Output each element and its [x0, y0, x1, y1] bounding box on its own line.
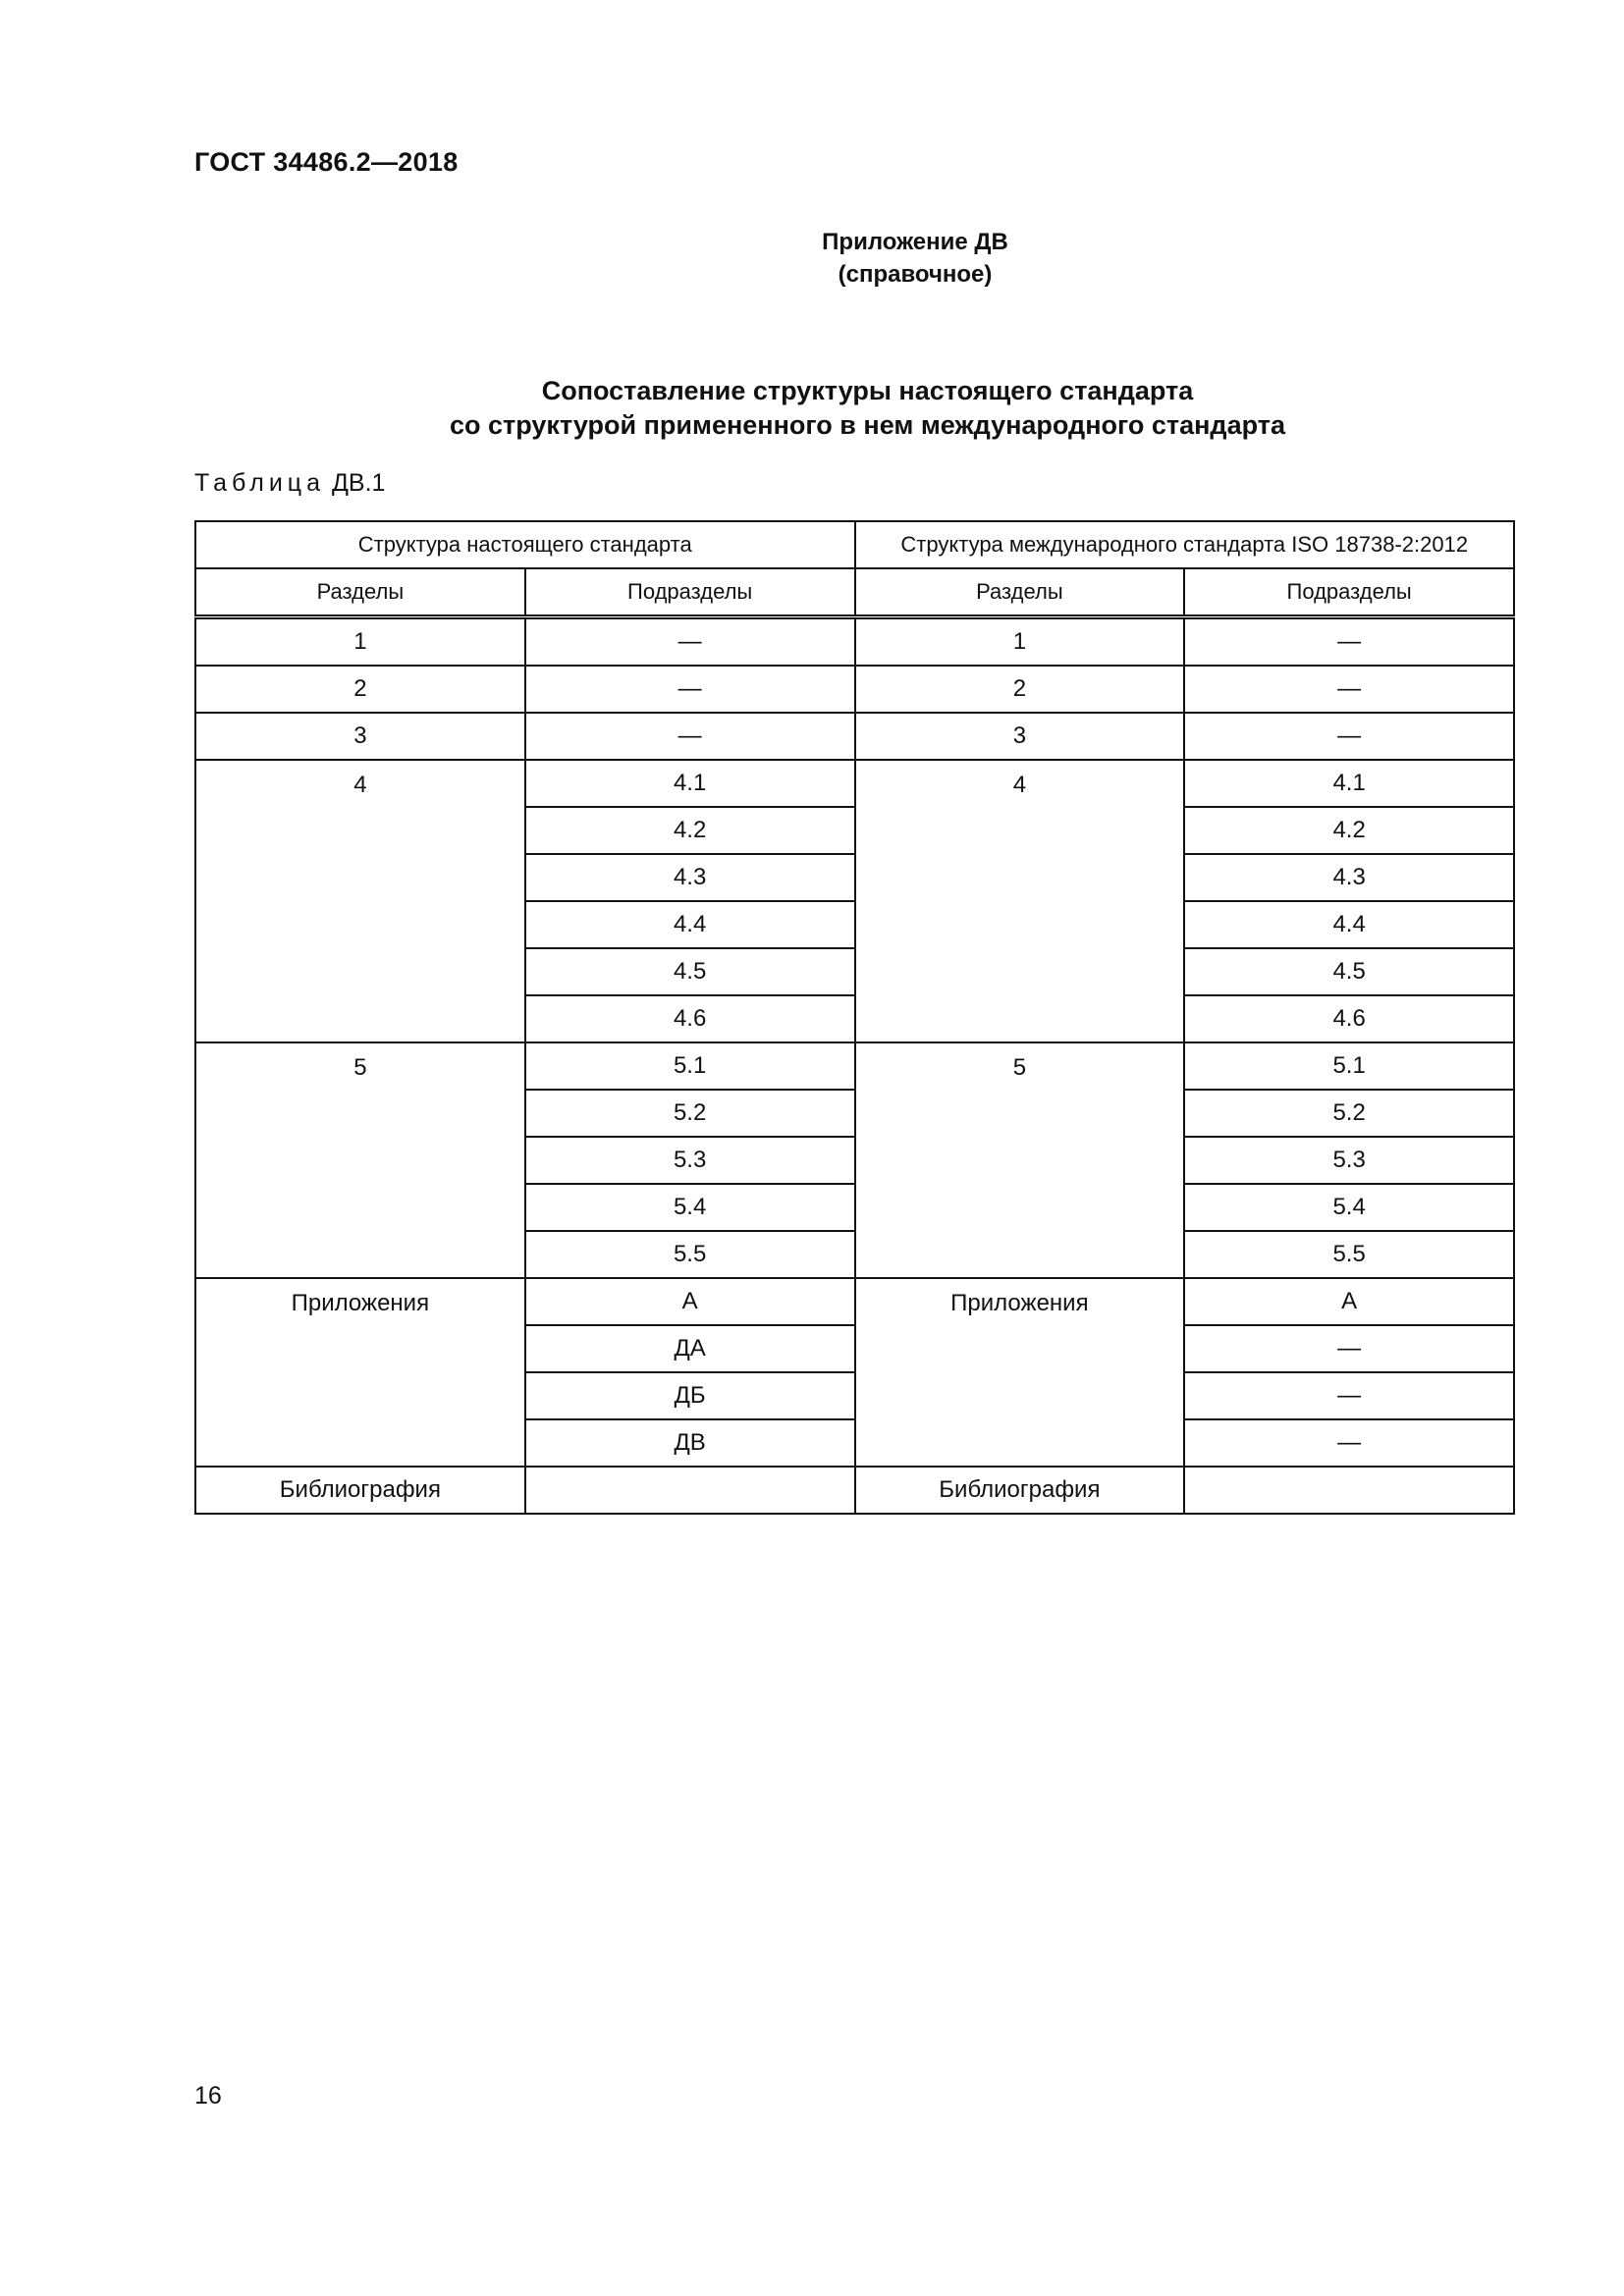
table-cell: 5.4	[525, 1184, 855, 1231]
table-caption	[194, 469, 385, 498]
page-number: 16	[194, 2082, 222, 2109]
table-cell: 5	[195, 1042, 525, 1278]
group-header-international: Структура международного стандарта ISO 18738-2:2012	[855, 521, 1515, 568]
structure-comparison-table	[194, 520, 1515, 1515]
column-header: Разделы	[855, 568, 1185, 617]
table-cell: —	[1184, 1419, 1514, 1467]
table-cell: 2	[855, 666, 1185, 713]
table-cell: 1	[855, 617, 1185, 667]
table-cell: 4.3	[525, 854, 855, 901]
table-cell: 2	[195, 666, 525, 713]
table-cell: 5.1	[1184, 1042, 1514, 1090]
table-row	[195, 1042, 1514, 1090]
table-caption-number: ДВ.1	[331, 469, 386, 497]
table-row	[195, 760, 1514, 807]
table-cell: 4.5	[525, 948, 855, 995]
table-cell: Приложения	[855, 1278, 1185, 1467]
table-cell: 1	[195, 617, 525, 667]
table-cell: 4.1	[525, 760, 855, 807]
table-cell	[525, 1467, 855, 1514]
table-cell: ДА	[525, 1325, 855, 1372]
table-cell: 4.6	[1184, 995, 1514, 1042]
table-cell: Библиография	[855, 1467, 1185, 1514]
table-cell: —	[1184, 1325, 1514, 1372]
group-header-national: Структура настоящего стандарта	[195, 521, 855, 568]
table-cell: —	[1184, 1372, 1514, 1419]
document-code: ГОСТ 34486.2—2018	[194, 147, 459, 177]
table-cell: 4.4	[1184, 901, 1514, 948]
table-cell: А	[525, 1278, 855, 1325]
section-title-line-2: со структурой примененного в нем международного стандарта	[450, 410, 1285, 440]
table-cell: 4.4	[525, 901, 855, 948]
table-cell: ДВ	[525, 1419, 855, 1467]
table-cell: 3	[195, 713, 525, 760]
table-row	[195, 617, 1514, 667]
table-cell: —	[1184, 713, 1514, 760]
table-cell: 3	[855, 713, 1185, 760]
table-column-header-row	[195, 568, 1514, 617]
table-cell: 4.1	[1184, 760, 1514, 807]
table-row	[195, 1467, 1514, 1514]
column-header: Разделы	[195, 568, 525, 617]
section-title	[0, 374, 1624, 443]
table-cell: Библиография	[195, 1467, 525, 1514]
table-cell: —	[525, 666, 855, 713]
table-row	[195, 713, 1514, 760]
table-caption-word: Таблица	[194, 469, 326, 497]
appendix-heading	[0, 226, 1624, 291]
table-cell: 5.3	[1184, 1137, 1514, 1184]
table-cell: 5.1	[525, 1042, 855, 1090]
column-header: Подразделы	[1184, 568, 1514, 617]
table-cell: 5	[855, 1042, 1185, 1278]
table-row	[195, 666, 1514, 713]
table-cell: —	[525, 617, 855, 667]
section-title-line-1: Сопоставление структуры настоящего стандарта	[541, 376, 1194, 405]
table-cell: —	[1184, 666, 1514, 713]
table-cell: 5.5	[525, 1231, 855, 1278]
table-cell: 4	[855, 760, 1185, 1042]
table-cell: 4	[195, 760, 525, 1042]
table-cell: 5.3	[525, 1137, 855, 1184]
table-cell: —	[525, 713, 855, 760]
table-cell: 4.2	[1184, 807, 1514, 854]
table-cell: ДБ	[525, 1372, 855, 1419]
table-cell	[1184, 1467, 1514, 1514]
table-group-header-row	[195, 521, 1514, 568]
table-cell: 4.5	[1184, 948, 1514, 995]
table-cell: 5.4	[1184, 1184, 1514, 1231]
table-cell: 4.6	[525, 995, 855, 1042]
table-cell: 5.5	[1184, 1231, 1514, 1278]
table-cell: 5.2	[1184, 1090, 1514, 1137]
table-row	[195, 1278, 1514, 1325]
table-cell: А	[1184, 1278, 1514, 1325]
table-cell: 4.2	[525, 807, 855, 854]
appendix-subtitle: (справочное)	[838, 261, 993, 288]
appendix-title: Приложение ДВ	[822, 229, 1008, 255]
table-cell: —	[1184, 617, 1514, 667]
table-cell: Приложения	[195, 1278, 525, 1467]
table-cell: 5.2	[525, 1090, 855, 1137]
table-cell: 4.3	[1184, 854, 1514, 901]
column-header: Подразделы	[525, 568, 855, 617]
